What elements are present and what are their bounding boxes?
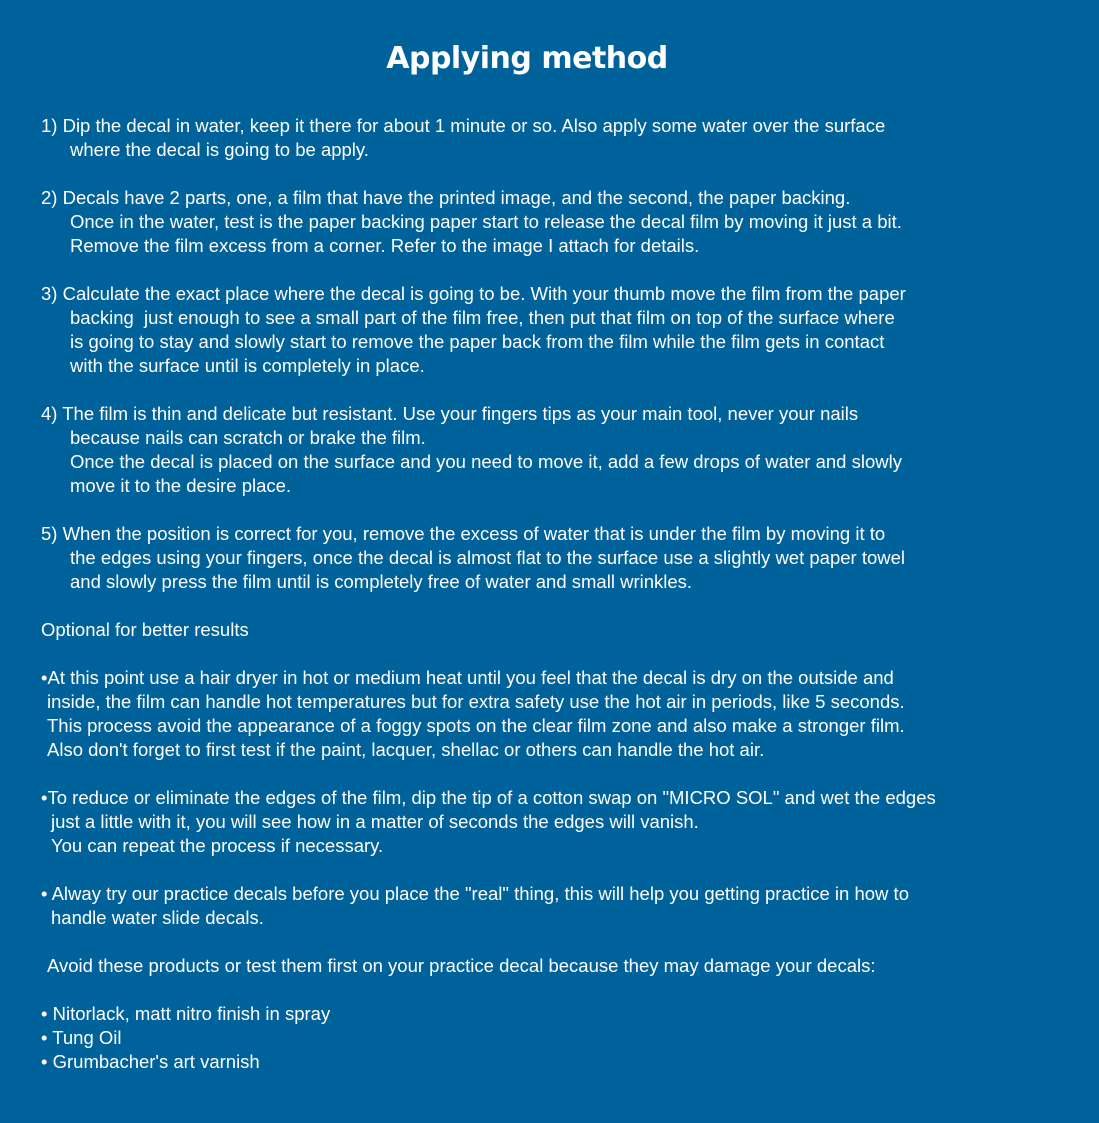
step-5-line-2: the edges using your fingers, once the decal is almost flat to the surface use a slightly wet paper towel [70,547,906,568]
optional-item-3-line-1: • Alway try our practice decals before you place the "real" thing, this will help you getting practice in how to [41,883,909,904]
page-title: Applying method [386,41,668,76]
step-3-line-1: 3) Calculate the exact place where the decal is going to be. With your thumb move the film from the paper [41,283,906,304]
optional-item-2-line-3: You can repeat the process if necessary. [51,835,384,856]
spacer [41,642,1091,666]
spacer [41,978,1091,1002]
optional-item-1-line-3: This process avoid the appearance of a foggy spots on the clear film zone and also make a stronger film. [47,715,905,736]
step-1-line-1: 1) Dip the decal in water, keep it there for about 1 minute or so. Also apply some water over the surface [41,115,886,136]
step-4-line-3: Once the decal is placed on the surface and you need to move it, add a few drops of water and slowly [70,451,902,472]
avoid-item-3: • Grumbacher's art varnish [41,1051,260,1072]
spacer [41,378,1091,402]
optional-item-2-line-1: •To reduce or eliminate the edges of the film, dip the tip of a cotton swap on "MICRO SOL" and wet the edges [41,787,936,808]
step-1-line-2: where the decal is going to be apply. [70,139,369,160]
spacer [41,258,1091,282]
avoid-item-1: • Nitorlack, matt nitro finish in spray [41,1003,331,1024]
optional-item-1-line-1: •At this point use a hair dryer in hot or medium heat until you feel that the decal is dry on the outside and [41,667,894,688]
instructions-body [41,114,1091,1074]
spacer [41,930,1091,954]
step-3-line-2: backing just enough to see a small part of the film free, then put that film on top of the surface where [70,307,895,328]
spacer [41,594,1091,618]
optional-item-1-line-4: Also don't forget to first test if the paint, lacquer, shellac or others can handle the hot air. [47,739,765,760]
step-2-line-1: 2) Decals have 2 parts, one, a film that have the printed image, and the second, the paper backing. [41,187,851,208]
avoid-item-2: • Tung Oil [41,1027,122,1048]
avoid-intro: Avoid these products or test them first on your practice decal because they may damage your decals: [47,955,876,976]
spacer [41,762,1091,786]
step-5-line-3: and slowly press the film until is completely free of water and small wrinkles. [70,571,693,592]
step-4-line-1: 4) The film is thin and delicate but resistant. Use your fingers tips as your main tool, never your nails [41,403,859,424]
spacer [41,858,1091,882]
optional-heading: Optional for better results [41,619,249,640]
optional-item-1-line-2: inside, the film can handle hot temperatures but for extra safety use the hot air in periods, like 5 seconds. [47,691,905,712]
step-2-line-2: Once in the water, test is the paper backing paper start to release the decal film by moving it just a bit. [70,211,902,232]
step-3-line-3: is going to stay and slowly start to remove the paper back from the film while the film gets in contact [70,331,885,352]
step-3-line-4: with the surface until is completely in place. [70,355,425,376]
step-2-line-3: Remove the film excess from a corner. Refer to the image I attach for details. [70,235,700,256]
spacer [41,498,1091,522]
step-4-line-4: move it to the desire place. [70,475,292,496]
optional-item-2-line-2: just a little with it, you will see how in a matter of seconds the edges will vanish. [51,811,699,832]
optional-item-3-line-2: handle water slide decals. [51,907,264,928]
step-4-line-2: because nails can scratch or brake the film. [70,427,426,448]
step-5-line-1: 5) When the position is correct for you, remove the excess of water that is under the film by moving it to [41,523,886,544]
spacer [41,162,1091,186]
